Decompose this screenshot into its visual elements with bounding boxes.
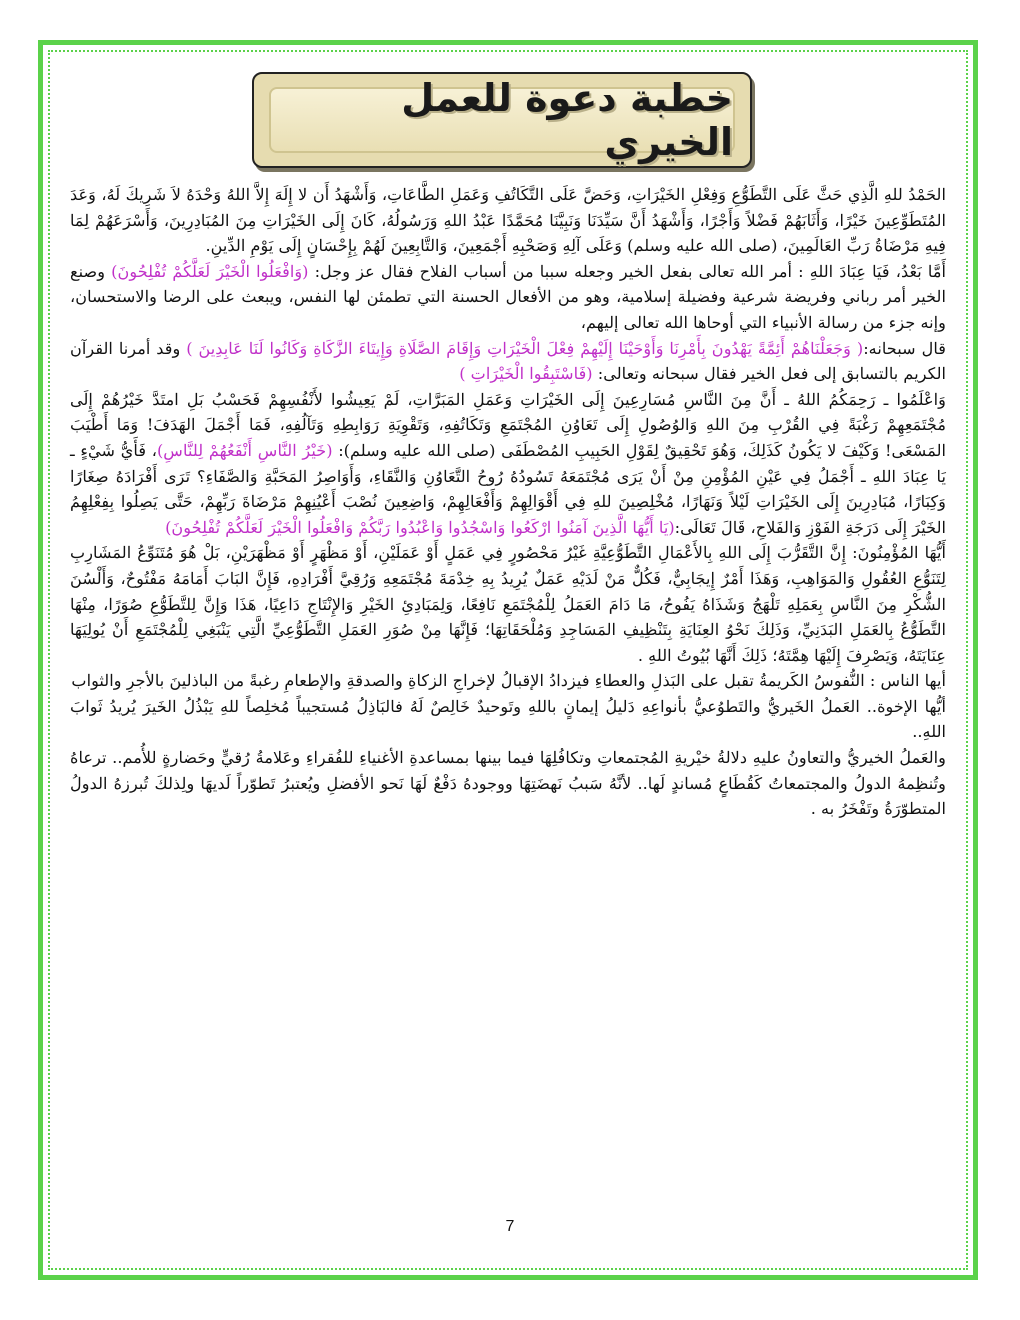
border-dot bbox=[701, 1275, 708, 1279]
paragraph-societies bbox=[70, 745, 946, 822]
border-dot bbox=[785, 41, 792, 45]
page-number: 7 bbox=[505, 1218, 515, 1235]
border-dot bbox=[973, 171, 977, 178]
border-dot bbox=[39, 787, 43, 794]
text-segment: أَيُّهَا المُؤْمِنُونَ: إِنَّ التَّقَرُّبَ إِلَى اللهِ بِالأَعْمَالِ التَّطَوُّعِيَّةِ غَيْرُ مَحْصُورٍ فِي عَمَلٍ أَوْ عَمَلَيْنِ، أَوْ مَظْهَرٍ أَوْ مَظْهَرَيْنِ، بَلْ هُوَ مُتَنَوِّعُ المَشَارِبِ لِتَنَوُّعِ العُقُولِ وَالمَوَاهِبِ، وَهَذَا أَمْرٌ إِيجَابِيٌّ، فَكُلٌّ مَنْ لَدَيْهِ عَمَلٌ يُرِيدُ بِهِ خِدْمَةَ مُجْتَمَعِهِ وَرُقِيَّ أَفْرَادِهِ، فَإِنَّ البَابَ أَمَامَهُ مَفْتُوحٌ، وَأَلْسُنَ الشُّكْرِ مِنَ النَّاسِ بِعَمَلِهِ تَلْهَجُ وَشَذَاهُ يَفُوحُ، مَا دَامَ العَمَلُ لِلْمُجْتَمَعِ نَافِعًا، وَلِمَبَادِئِ الخَيْرِ وَالإِنْتَاجِ دَاعِيًا، هَذَا وَإِنَّ لِلتَّطَوُّعِ صُوَرًا، مِنْهَا التَّطَوُّعُ بِالعَمَلِ البَدَنِيِّ، وَذَلِكَ نَحْوُ العِنَايَةِ بِتَنْظِيفِ المَسَاجِدِ وَمُلْحَقَاتِهَا؛ فَإِنَّهَا مِنْ صُوَرِ العَمَلِ التَّطَوُّعِيِّ الَّتِي يَنْبَغِي لِلْمُجْتَمَعِ أَنْ يُولِيَهَا عِنَايَتَهُ، وَيَصْرِفَ إِلَيْهَا هِمَّتَهُ؛ ذَلِكَ أَنَّهَا بُيُوتُ اللهِ . bbox=[70, 543, 946, 665]
border-dot bbox=[973, 143, 977, 150]
border-dot bbox=[841, 1275, 848, 1279]
border-dot bbox=[533, 1275, 540, 1279]
paragraph-command-good bbox=[70, 259, 946, 336]
border-dot bbox=[729, 1275, 736, 1279]
border-dot bbox=[85, 1275, 92, 1279]
border-dot bbox=[39, 143, 43, 150]
border-dot bbox=[449, 1275, 456, 1279]
border-dot bbox=[785, 1275, 792, 1279]
border-dot bbox=[673, 1275, 680, 1279]
border-dot bbox=[39, 227, 43, 234]
border-dot bbox=[973, 479, 977, 486]
border-dot bbox=[39, 731, 43, 738]
title-banner-inner bbox=[269, 76, 735, 164]
border-dot bbox=[169, 1275, 176, 1279]
text-segment: والعَملُ الخيريُّ والتعاونُ عليهِ دلالةُ خيْريةِ المُجتمعاتِ وتكافُلِهَا فيما بينها بمساعدةِ الأغنياءِ للفُقراءِ وعَلامةُ رُقيٍّ وحَضارةٍ للأُمم.. ترعاهُ وتُنظِمهُ الدولُ والمجتمعاتُ كَقُطَاعٍ مُساندٍ لَها.. لأنَّهُ سَببُ نَهضَتِهَا ووجودهُ دَفْعٌ لَهَا نَحو الأفضلِ ويُعتبرُ تَطوّراً لَديهَا ولِذلكَ تُبرزهُ الدولُ المتطوّرَةُ وتَفْخَرُ به . bbox=[70, 748, 946, 819]
border-dot bbox=[729, 41, 736, 45]
text-segment: أَمَّا بَعْدُ، فَيَا عِبَادَ اللهِ : أمر الله تعالى بفعل الخير وجعله سببا من أسباب الفلاح فقال عز وجل: bbox=[308, 261, 946, 281]
border-dot bbox=[953, 1275, 960, 1279]
border-dot bbox=[953, 41, 960, 45]
border-dot bbox=[897, 1275, 904, 1279]
border-dot bbox=[973, 619, 977, 626]
border-dot bbox=[39, 115, 43, 122]
border-dot bbox=[281, 1275, 288, 1279]
border-dot bbox=[39, 395, 43, 402]
border-dot bbox=[309, 1275, 316, 1279]
border-dot bbox=[973, 283, 977, 290]
border-dot bbox=[973, 983, 977, 990]
border-dot bbox=[39, 507, 43, 514]
quran-verse: (وَافْعَلُوا الْخَيْرَ لَعَلَّكُمْ تُفْلِحُونَ) bbox=[111, 261, 309, 281]
border-dot bbox=[197, 1275, 204, 1279]
border-dot bbox=[973, 703, 977, 710]
border-dot bbox=[39, 871, 43, 878]
border-dot bbox=[39, 171, 43, 178]
border-dot bbox=[973, 423, 977, 430]
text-segment: وصنع الخير أمر رباني وفريضة شرعية وفضيلة إسلامية، وهو من الأفعال الحسنة التي تطمئن لها النفس، ويبعث على الرضا والاستحسان، وإنه جزء من رسالة الأنبياء التي أوحاها الله تعالى إليهم، bbox=[70, 261, 946, 332]
border-dot bbox=[973, 843, 977, 850]
border-dot bbox=[39, 1123, 43, 1130]
border-dot bbox=[421, 1275, 428, 1279]
border-dot bbox=[169, 41, 176, 45]
border-dot bbox=[39, 423, 43, 430]
border-dot bbox=[39, 59, 43, 66]
border-dot bbox=[617, 41, 624, 45]
border-dot bbox=[757, 41, 764, 45]
border-dot bbox=[973, 115, 977, 122]
border-dot bbox=[505, 1275, 512, 1279]
sermon-body bbox=[70, 182, 946, 822]
title-banner bbox=[252, 72, 752, 168]
border-dot bbox=[225, 1275, 232, 1279]
border-dot bbox=[757, 1275, 764, 1279]
border-dot bbox=[973, 1067, 977, 1074]
border-dot bbox=[39, 1179, 43, 1186]
border-dot bbox=[39, 619, 43, 626]
border-dot bbox=[39, 255, 43, 262]
border-dot bbox=[673, 41, 680, 45]
border-dot bbox=[973, 1151, 977, 1158]
border-dot bbox=[39, 843, 43, 850]
border-dot bbox=[973, 871, 977, 878]
paragraph-forms-of-volunteering bbox=[70, 540, 946, 668]
border-dot bbox=[39, 927, 43, 934]
border-dot bbox=[477, 41, 484, 45]
border-dot bbox=[253, 41, 260, 45]
border-dot bbox=[85, 41, 92, 45]
border-dot bbox=[39, 199, 43, 206]
border-dot bbox=[973, 1179, 977, 1186]
border-dot bbox=[973, 1039, 977, 1046]
border-dot bbox=[39, 983, 43, 990]
border-dot bbox=[57, 1275, 64, 1279]
border-dot bbox=[505, 41, 512, 45]
border-dot bbox=[393, 1275, 400, 1279]
border-dot bbox=[365, 41, 372, 45]
border-dot bbox=[925, 41, 932, 45]
text-segment: وقد أمرنا القرآن الكريم بالتسابق إلى فعل الخير فقال سبحانه وتعالى: bbox=[70, 338, 946, 384]
border-dot bbox=[973, 255, 977, 262]
border-dot bbox=[925, 1275, 932, 1279]
quran-verse: ( وَجَعَلْنَاهُمْ أَئِمَّةً يَهْدُونَ بِأَمْرِنَا وَأَوْحَيْنَا إِلَيْهِمْ فِعْلَ الْخَيْرَاتِ وَإِقَامَ الصَّلَاةِ وَإِيتَاءَ الزَّكَاةِ وَكَانُوا لَنَا عَابِدِينَ ) bbox=[186, 338, 864, 358]
border-dot bbox=[973, 955, 977, 962]
border-dot bbox=[973, 1123, 977, 1130]
border-dot bbox=[39, 759, 43, 766]
border-dot bbox=[421, 41, 428, 45]
border-dot bbox=[365, 1275, 372, 1279]
border-dot bbox=[973, 1095, 977, 1102]
border-dot bbox=[973, 927, 977, 934]
border-dot bbox=[973, 731, 977, 738]
text-segment: أيُّها الإخوة.. العَملُ الخَيريُّ والتَطوُعيُّ بأنواعِهِ دَليلُ إيمانٍ باللهِ وتَوحيدٌ خَالِصٌ لَهُ فالبَاذِلُ مُستجيباً مُخلِصاً للهِ يَبْذُلُ الخَيرَ يُريدُ ثَوابَ اللهِ.. bbox=[70, 696, 946, 742]
border-dot bbox=[973, 339, 977, 346]
border-dot bbox=[973, 59, 977, 66]
border-dot bbox=[645, 41, 652, 45]
border-dot bbox=[39, 479, 43, 486]
paragraph-people-of-good bbox=[70, 387, 946, 541]
border-dot bbox=[645, 1275, 652, 1279]
border-dot bbox=[973, 1207, 977, 1214]
border-dot bbox=[813, 41, 820, 45]
border-dot bbox=[973, 787, 977, 794]
border-dot bbox=[897, 41, 904, 45]
border-dot bbox=[39, 899, 43, 906]
border-dot bbox=[973, 815, 977, 822]
border-dot bbox=[393, 41, 400, 45]
border-dot bbox=[39, 563, 43, 570]
text-segment: وَاعْلَمُوا ـ رَحِمَكُمُ اللهُ ـ أَنَّ مِنَ النَّاسِ مُسَارِعِينَ إِلَى الخَيْرَاتِ وَعَمَلِ المَبَرَّاتِ، لَمْ يَعِيشُوا لأَنْفُسِهِمْ فَحَسْبُ بَلِ امتَدَّ خَيْرُهُمْ إِلَى مُجْتَمَعِهِمْ رَغْبَةً فِي القُرْبِ مِنَ اللهِ وَالوُصُولِ إِلَى تَعَاوُنِ المُجْتَمَعِ وَتَكَاتُفِهِ، وَتَقْوِيَةِ رَوَابِطِهِ وَتَآلُفِهِ، فَمَا أَجْمَلَ الهَدَفَ! وَمَا أَطْيَبَ المَسْعَى! وَكَيْفَ لا يَكُونُ كَذَلِكَ، وَهُوَ تَحْقِيقٌ لِقَوْلِ الحَبِيبِ المُصْطَفَى (صلى الله عليه وسلم): bbox=[70, 389, 946, 460]
border-dot bbox=[113, 1275, 120, 1279]
border-dot bbox=[533, 41, 540, 45]
border-dot bbox=[39, 1235, 43, 1242]
border-dot bbox=[39, 339, 43, 346]
border-dot bbox=[449, 41, 456, 45]
border-dot bbox=[973, 507, 977, 514]
border-dot bbox=[39, 591, 43, 598]
border-dot bbox=[39, 703, 43, 710]
quran-verse: (فَاسْتَبِقُوا الْخَيْرَاتِ ) bbox=[459, 364, 593, 384]
border-dot bbox=[973, 759, 977, 766]
border-dot bbox=[973, 675, 977, 682]
text-segment: الحَمْدُ للهِ الَّذِي حَثَّ عَلَى التَّطَوُّعِ وَفِعْلِ الخَيْرَاتِ، وَحَضَّ عَلَى التَّكَاتُفِ وَعَمَلِ الطَّاعَاتِ، وَأَشْهَدُ أَن لا إِلَهَ إِلاَّ اللهُ وَحْدَهُ لاَ شَرِيكَ لَهُ، وَعَدَ المُتَطَوِّعِينَ خَيْرًا، وَأَثَابَهُمْ فَضْلاً وَأَجْرًا، وَأَشْهَدُ أَنَّ سَيِّدَنَا وَنَبِيَّنَا مُحَمَّدًا عَبْدُ اللهِ وَرَسُولُهُ، كَانَ إِلَى الخَيْرَاتِ مِنَ المُبَادِرِينَ، وَأَسْرَعَهُمْ لِمَا فِيهِ مَرْضَاةُ رَبِّ العَالَمِينَ، (صلى الله عليه وسلم) وَعَلَى آلِهِ وَصَحْبِهِ أَجْمَعِينَ، وَالتَّابِعِينَ لَهُمْ بِإِحْسَانٍ إِلَى يَوْمِ الدِّينِ. bbox=[70, 185, 946, 256]
border-dot bbox=[225, 41, 232, 45]
border-dot bbox=[39, 535, 43, 542]
border-dot bbox=[39, 815, 43, 822]
border-dot bbox=[39, 1067, 43, 1074]
border-dot bbox=[973, 899, 977, 906]
border-dot bbox=[973, 311, 977, 318]
sermon-title: خطبة دعوة للعمل الخيري bbox=[401, 76, 733, 164]
border-dot bbox=[869, 41, 876, 45]
border-dot bbox=[337, 41, 344, 45]
border-dot bbox=[39, 311, 43, 318]
border-dot bbox=[39, 451, 43, 458]
border-dot bbox=[39, 1151, 43, 1158]
border-dot bbox=[973, 647, 977, 654]
border-dot bbox=[197, 41, 204, 45]
border-dot bbox=[337, 1275, 344, 1279]
quran-verse: (يَا أَيُّهَا الَّذِينَ آمَنُوا ارْكَعُوا وَاسْجُدُوا وَاعْبُدُوا رَبَّكُمْ وَافْعَلُوا الْخَيْرَ لَعَلَّكُمْ تُفْلِحُونَ) bbox=[165, 517, 675, 537]
border-dot bbox=[973, 367, 977, 374]
paragraph-opening-praise bbox=[70, 182, 946, 259]
border-dot bbox=[113, 41, 120, 45]
border-dot bbox=[973, 199, 977, 206]
border-dot bbox=[701, 41, 708, 45]
border-dot bbox=[973, 563, 977, 570]
border-dot bbox=[973, 591, 977, 598]
border-dot bbox=[253, 1275, 260, 1279]
border-dot bbox=[39, 955, 43, 962]
border-dot bbox=[39, 283, 43, 290]
border-dot bbox=[39, 1095, 43, 1102]
border-dot bbox=[39, 647, 43, 654]
border-dot bbox=[869, 1275, 876, 1279]
border-dot bbox=[309, 41, 316, 45]
border-dot bbox=[39, 1207, 43, 1214]
border-dot bbox=[973, 1235, 977, 1242]
text-segment: ، فَأَيُّ شَيْءٍ ـ يَا عِبَادَ اللهِ ـ أَجْمَلُ فِي عَيْنِ المُؤْمِنِ مِنْ أَنْ يَرَى مُجْتَمَعَهُ تَسُودُهُ رُوحُ التَّعَاوُنِ وَالنَّقَاءِ، وَأَوَاصِرُ المَحَبَّةِ وَالصَّفَاءِ؟ تَرَى أَفْرَادَهُ صِغَارًا وَكِبَارًا، مُبَادِرِينَ إِلَى الخَيْرَاتِ لَيْلاً وَنَهَارًا، مُخْلِصِينَ للهِ فِي أَقْوَالِهِمْ وَأَفْعَالِهِمْ، وَاضِعِينَ نُصْبَ أَعْيُنِهِمْ مَرْضَاةَ رَبِّهِمْ، حَتَّى يَصِلُوا بِفِعْلِهِمُ الخَيْرَ إِلَى دَرَجَةِ الفَوْزِ وَالفَلاحِ، قَالَ تَعَالَى: bbox=[70, 440, 946, 537]
border-dot bbox=[973, 535, 977, 542]
border-dot bbox=[141, 1275, 148, 1279]
border-dot bbox=[617, 1275, 624, 1279]
border-dot bbox=[973, 1011, 977, 1018]
border-dot bbox=[589, 1275, 596, 1279]
border-dot bbox=[561, 1275, 568, 1279]
border-dot bbox=[281, 41, 288, 45]
border-dot bbox=[561, 41, 568, 45]
paragraph-brothers bbox=[70, 694, 946, 745]
paragraph-generous-souls bbox=[70, 668, 946, 694]
border-dot bbox=[39, 675, 43, 682]
border-dot bbox=[477, 1275, 484, 1279]
text-segment: قال سبحانه: bbox=[863, 338, 946, 358]
border-dot bbox=[141, 41, 148, 45]
border-dot bbox=[813, 1275, 820, 1279]
border-dot bbox=[39, 1039, 43, 1046]
border-dot bbox=[973, 87, 977, 94]
border-dot bbox=[39, 1011, 43, 1018]
text-segment: أيها الناس : النُّفوسُ الكَريمةُ تقبل على البَذلِ والعطاءِ فيزدادُ الإقبالُ لإخراجِ الزكاةِ والصدقةِ والإطعامِ رغبةً من الباذلينَ بالأجرِ والثواب bbox=[71, 671, 946, 691]
border-dot bbox=[39, 367, 43, 374]
border-dot bbox=[589, 41, 596, 45]
border-dot bbox=[973, 227, 977, 234]
border-dot bbox=[39, 87, 43, 94]
border-dot bbox=[57, 41, 64, 45]
paragraph-prophets-verse bbox=[70, 336, 946, 387]
hadith-quote: (خَيْرُ النَّاسِ أَنْفَعُهُمْ لِلنَّاسِ) bbox=[156, 440, 333, 460]
border-dot bbox=[973, 395, 977, 402]
border-dot bbox=[973, 451, 977, 458]
border-dot bbox=[841, 41, 848, 45]
